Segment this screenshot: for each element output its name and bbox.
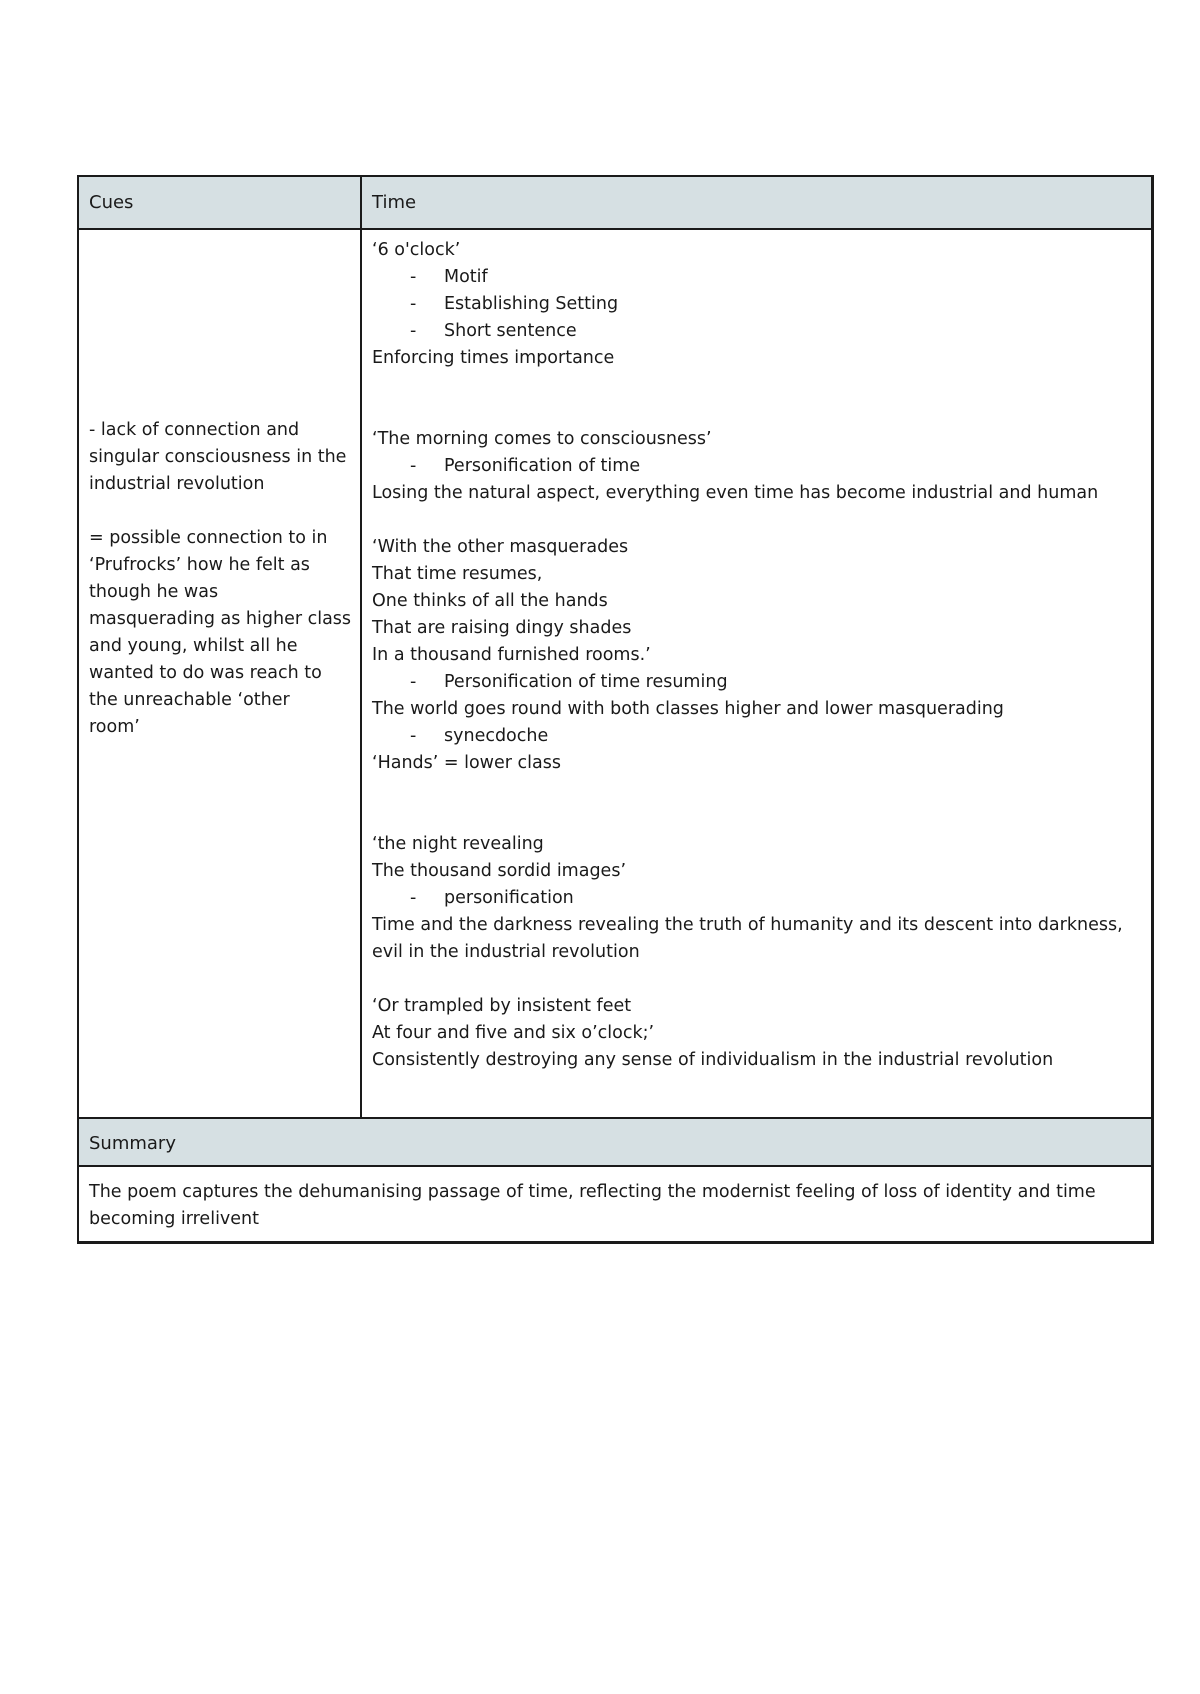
time-header: Time xyxy=(372,192,417,213)
summary-text: The poem captures the dehumanising passage of time, reflecting the modernist feeling of loss of identity and time becoming irrelivent xyxy=(89,1182,1096,1229)
note-quote: ‘the night revealing xyxy=(372,834,544,854)
note-bullet: - Establishing Setting xyxy=(410,294,619,314)
cue-line: industrial revolution xyxy=(89,474,265,494)
note-quote: One thinks of all the hands xyxy=(372,591,608,611)
cues-header: Cues xyxy=(79,177,362,228)
notes-body-row xyxy=(79,230,1151,1119)
cue-line: though he was xyxy=(89,582,219,602)
cue-line: singular consciousness in the xyxy=(89,447,347,467)
table-header-row xyxy=(79,177,1151,230)
note-bullet: - personification xyxy=(410,888,574,908)
note-text: Losing the natural aspect, everything even time has become industrial and human xyxy=(372,483,1099,503)
note-quote: ‘Or trampled by insistent feet xyxy=(372,996,632,1016)
note-bullet: - synecdoche xyxy=(410,726,549,746)
note-quote: That are raising dingy shades xyxy=(372,618,632,638)
note-quote: That time resumes, xyxy=(372,564,543,584)
note-quote: ‘6 o'clock’ xyxy=(372,240,461,260)
note-quote: ‘The morning comes to consciousness’ xyxy=(372,429,712,449)
note-bullet: - Personification of time resuming xyxy=(410,672,728,692)
cue-line: = possible connection to in xyxy=(89,528,328,548)
note-bullet: - Motif xyxy=(410,267,488,287)
cues-column xyxy=(79,230,362,1117)
cue-line: and young, whilst all he xyxy=(89,636,298,656)
cornell-notes-table xyxy=(77,175,1154,1244)
note-text: Time and the darkness revealing the truth of humanity and its descent into darkness, xyxy=(372,915,1123,935)
cue-line: the unreachable ‘other xyxy=(89,690,290,710)
cue-connection xyxy=(89,417,350,498)
cue-line: - lack of connection and xyxy=(89,420,300,440)
note-text: evil in the industrial revolution xyxy=(372,942,640,962)
note-text: Enforcing times importance xyxy=(372,348,615,368)
note-quote: At four and five and six o’clock;’ xyxy=(372,1023,655,1043)
note-text: ‘Hands’ = lower class xyxy=(372,753,561,773)
cue-line: wanted to do was reach to xyxy=(89,663,322,683)
note-text: Consistently destroying any sense of individualism in the industrial revolution xyxy=(372,1050,1054,1070)
summary-header: Summary xyxy=(79,1119,1151,1167)
note-bullet: - Short sentence xyxy=(410,321,577,341)
cue-prufrock xyxy=(89,525,350,741)
cue-line: room’ xyxy=(89,717,140,737)
time-notes-column xyxy=(362,230,1151,1117)
cue-line: masquerading as higher class xyxy=(89,609,352,629)
cue-line: ‘Prufrocks’ how he felt as xyxy=(89,555,310,575)
note-quote: ‘With the other masquerades xyxy=(372,537,629,557)
note-quote: The thousand sordid images’ xyxy=(372,861,627,881)
note-text: The world goes round with both classes higher and lower masquerading xyxy=(372,699,1004,719)
note-quote: In a thousand furnished rooms.’ xyxy=(372,645,651,665)
note-bullet: - Personification of time xyxy=(410,456,641,476)
